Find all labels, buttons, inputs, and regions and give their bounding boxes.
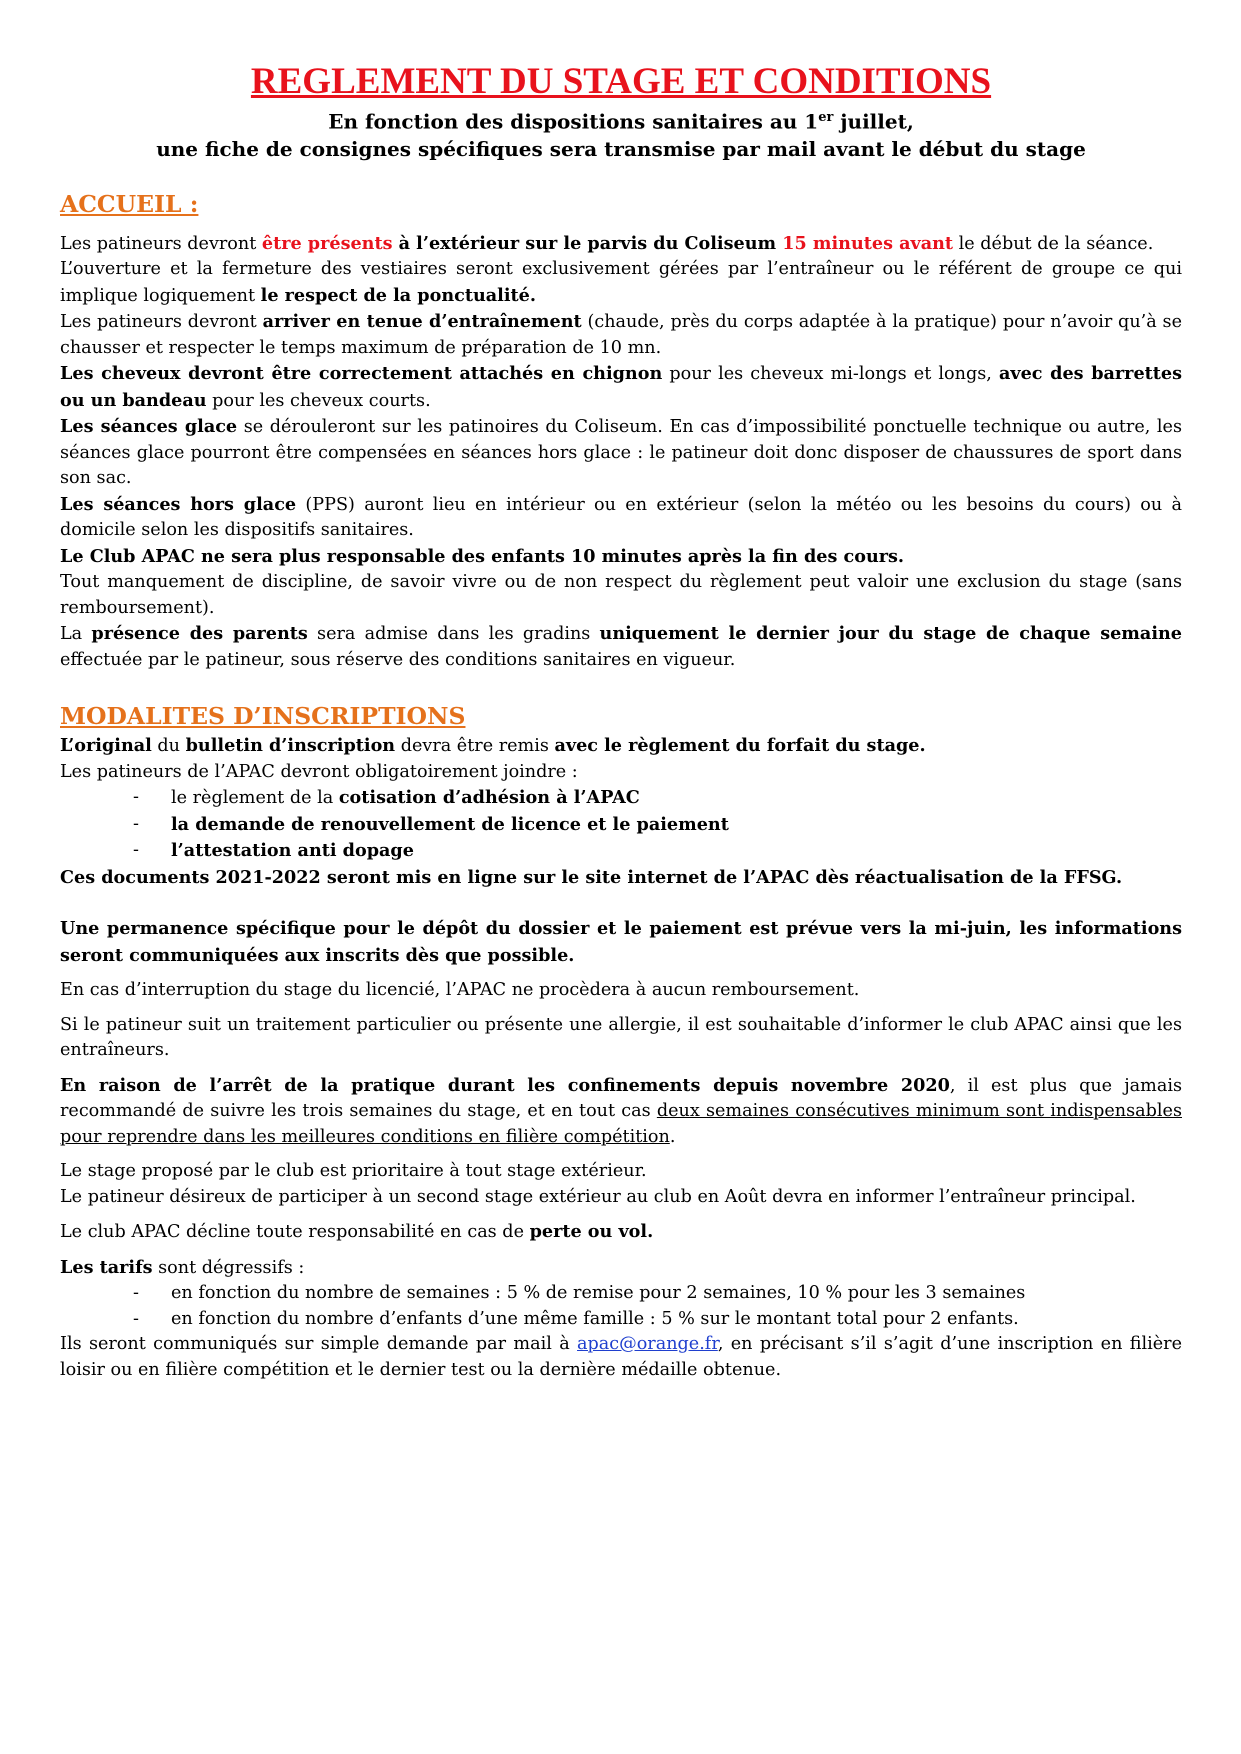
text: Ils seront communiqués sur simple demande par mail à [60,1334,578,1355]
modalites-paragraph [60,865,1182,892]
bold-text: L’original [60,735,152,757]
accueil-paragraph [60,414,1182,492]
text: , il est plus que jamais recommandé de suivre les trois semaines du stage, et en tout cas [60,1075,1182,1122]
text: du [151,736,186,757]
accueil-paragraph [60,544,1182,571]
accueil-paragraph: Tout manquement de discipline, de savoir vivre ou de non respect du règlement peut valoir une exclusion du stage (sans remboursement). [60,572,1182,618]
modalites-paragraph: Le patineur désireux de participer à un second stage extérieur au club en Août devra en informer l’entraîneur principal. [60,1186,1136,1207]
page-title: REGLEMENT DU STAGE ET CONDITIONS [250,61,992,102]
tarifs-list [60,1281,1182,1332]
bold-text: le respect de la ponctualité. [260,284,536,306]
bold-text: l’attestation anti dopage [171,840,414,862]
accueil-paragraph [60,257,1182,309]
bold-text: avec le règlement du forfait du stage. [554,735,926,757]
text: L’ouverture et la fermeture des vestiaires seront exclusivement gérées par l’entraîneur ou le référent de groupe ce qui implique logiquement [60,259,1182,306]
modalites-paragraph [60,1219,1182,1246]
list-item [133,785,1182,812]
bold-text: la demande de renouvellement de licence et le paiement [171,813,729,835]
modalites-paragraph: En cas d’interruption du stage du licencié, l’APAC ne procèdera à aucun remboursement. [60,980,860,1001]
modalites-paragraph [60,1332,1182,1383]
email-link[interactable]: apac@orange.fr [577,1334,718,1355]
text: . [669,1126,676,1147]
bold-text: En raison de l’arrêt de la pratique durant les confinements depuis novembre 2020 [60,1074,950,1096]
accueil-paragraph [60,621,1182,673]
bold-text: arriver en tenue d’entraînement [262,311,582,333]
underlined-text: deux semaines consécutives minimum sont indispensables pour reprendre dans les meilleures conditions en filière compétition [60,1101,1182,1147]
accueil-paragraph [60,231,1182,258]
accueil-paragraph [60,361,1182,414]
accueil-paragraph [60,309,1182,361]
text: pour les cheveux courts. [206,390,431,411]
subtitle-line-2: une fiche de consignes spécifiques sera transmise par mail avant le début du stage [156,136,1086,161]
text: en fonction du nombre d’enfants d’une même famille : 5 % sur le montant total pour 2 enfants. [171,1308,1019,1329]
subtitle-text: En fonction des dispositions sanitaires au 1 [328,109,819,134]
documents-list [60,785,1182,865]
text: Le club APAC décline toute responsabilité en cas de [60,1222,530,1243]
highlight-text: 15 minutes avant [782,232,954,254]
bold-text: avec des barrettes ou un bandeau [60,363,1182,411]
accueil-paragraph [60,492,1182,544]
bold-text: cotisation d’adhésion à l’APAC [338,787,640,809]
subtitle-line-1 [60,104,1182,136]
modalites-paragraph: Les patineurs de l’APAC devront obligatoirement joindre : [60,761,578,782]
subtitle-text: juillet, [833,109,914,134]
document-page [60,60,1182,1383]
highlight-text: être présents [261,232,393,254]
text: La [60,624,92,645]
text: le début de la séance. [953,233,1154,254]
dash-bullet: - [133,840,139,861]
text: devra être remis [395,736,555,757]
section-heading-modalites: MODALITES D’INSCRIPTIONS [60,702,466,731]
subtitle-sup: er [818,110,834,125]
text: pour les cheveux mi-longs et longs, [662,364,999,385]
text: se dérouleront sur les patinoires du Coliseum. En cas d’impossibilité ponctuelle technique ou autre, les séances glace pourront être compensées en séances hors glace : le patineur doit donc disposer de chaussures de sport dans son sac. [60,417,1182,489]
dash-bullet: - [133,1308,139,1329]
bold-text: bulletin d’inscription [185,735,396,757]
bold-text: perte ou vol. [529,1221,654,1243]
list-item [133,1307,1182,1333]
list-item [133,1281,1182,1307]
text: sera admise dans les gradins [307,624,600,645]
dash-bullet: - [133,787,139,808]
modalites-paragraph [60,1255,1182,1282]
dash-bullet: - [133,813,139,834]
text: sont dégressifs : [152,1257,305,1278]
text: (PPS) auront lieu en intérieur ou en extérieur (selon la météo ou les besoins du cours) ou à domicile selon les dispositifs sanitaires. [60,494,1182,541]
modalites-paragraph [60,733,1182,760]
bold-text: uniquement le dernier jour du stage de chaque semaine [599,623,1182,645]
bold-text: Les cheveux devront être correctement attachés en chignon [60,363,663,385]
bold-text: Les tarifs [60,1256,153,1278]
bold-text: Les séances glace [60,416,238,438]
list-item [133,812,1182,839]
section-heading-accueil: ACCUEIL : [60,189,199,218]
bold-text: Ces documents 2021-2022 seront mis en ligne sur le site internet de l’APAC dès réactualisation de la FFSG. [60,866,1123,888]
bold-text: Le Club APAC ne sera plus responsable des enfants 10 minutes après la fin des cours. [60,545,905,567]
bold-text: Une permanence spécifique pour le dépôt du dossier et le paiement est prévue vers la mi-juin, les informations seront communiquées aux inscrits dès que possible. [60,918,1182,966]
bold-text: à l’extérieur sur le parvis du Coliseum [392,232,783,254]
list-item [133,838,1182,865]
text: (chaude, près du corps adaptée à la pratique) pour n’avoir qu’à se chausser et respecter le temps maximum de préparation de 10 mn. [60,312,1182,358]
modalites-paragraph: Le stage proposé par le club est prioritaire à tout stage extérieur. [60,1161,647,1182]
bold-text: Les séances hors glace [60,493,297,515]
text: effectuée par le patineur, sous réserve des conditions sanitaires en vigueur. [60,649,736,670]
modalites-paragraph [60,916,1182,969]
modalites-paragraph: Si le patineur suit un traitement particulier ou présente une allergie, il est souhaitable d’informer le club APAC ainsi que les entraîneurs. [60,1014,1182,1061]
text: Les patineurs devront [60,233,262,254]
text: , en précisant s’il s’agit d’une inscription en filière loisir ou en filière compétition et le dernier test ou la dernière médaille obtenue. [60,1334,1182,1380]
bold-text: présence des parents [91,623,308,645]
text: en fonction du nombre de semaines : 5 % de remise pour 2 semaines, 10 % pour les 3 semaines [171,1283,1026,1304]
text: Les patineurs devront [60,312,263,333]
dash-bullet: - [133,1283,139,1304]
modalites-paragraph [60,1073,1182,1151]
text: le règlement de la [171,788,339,809]
